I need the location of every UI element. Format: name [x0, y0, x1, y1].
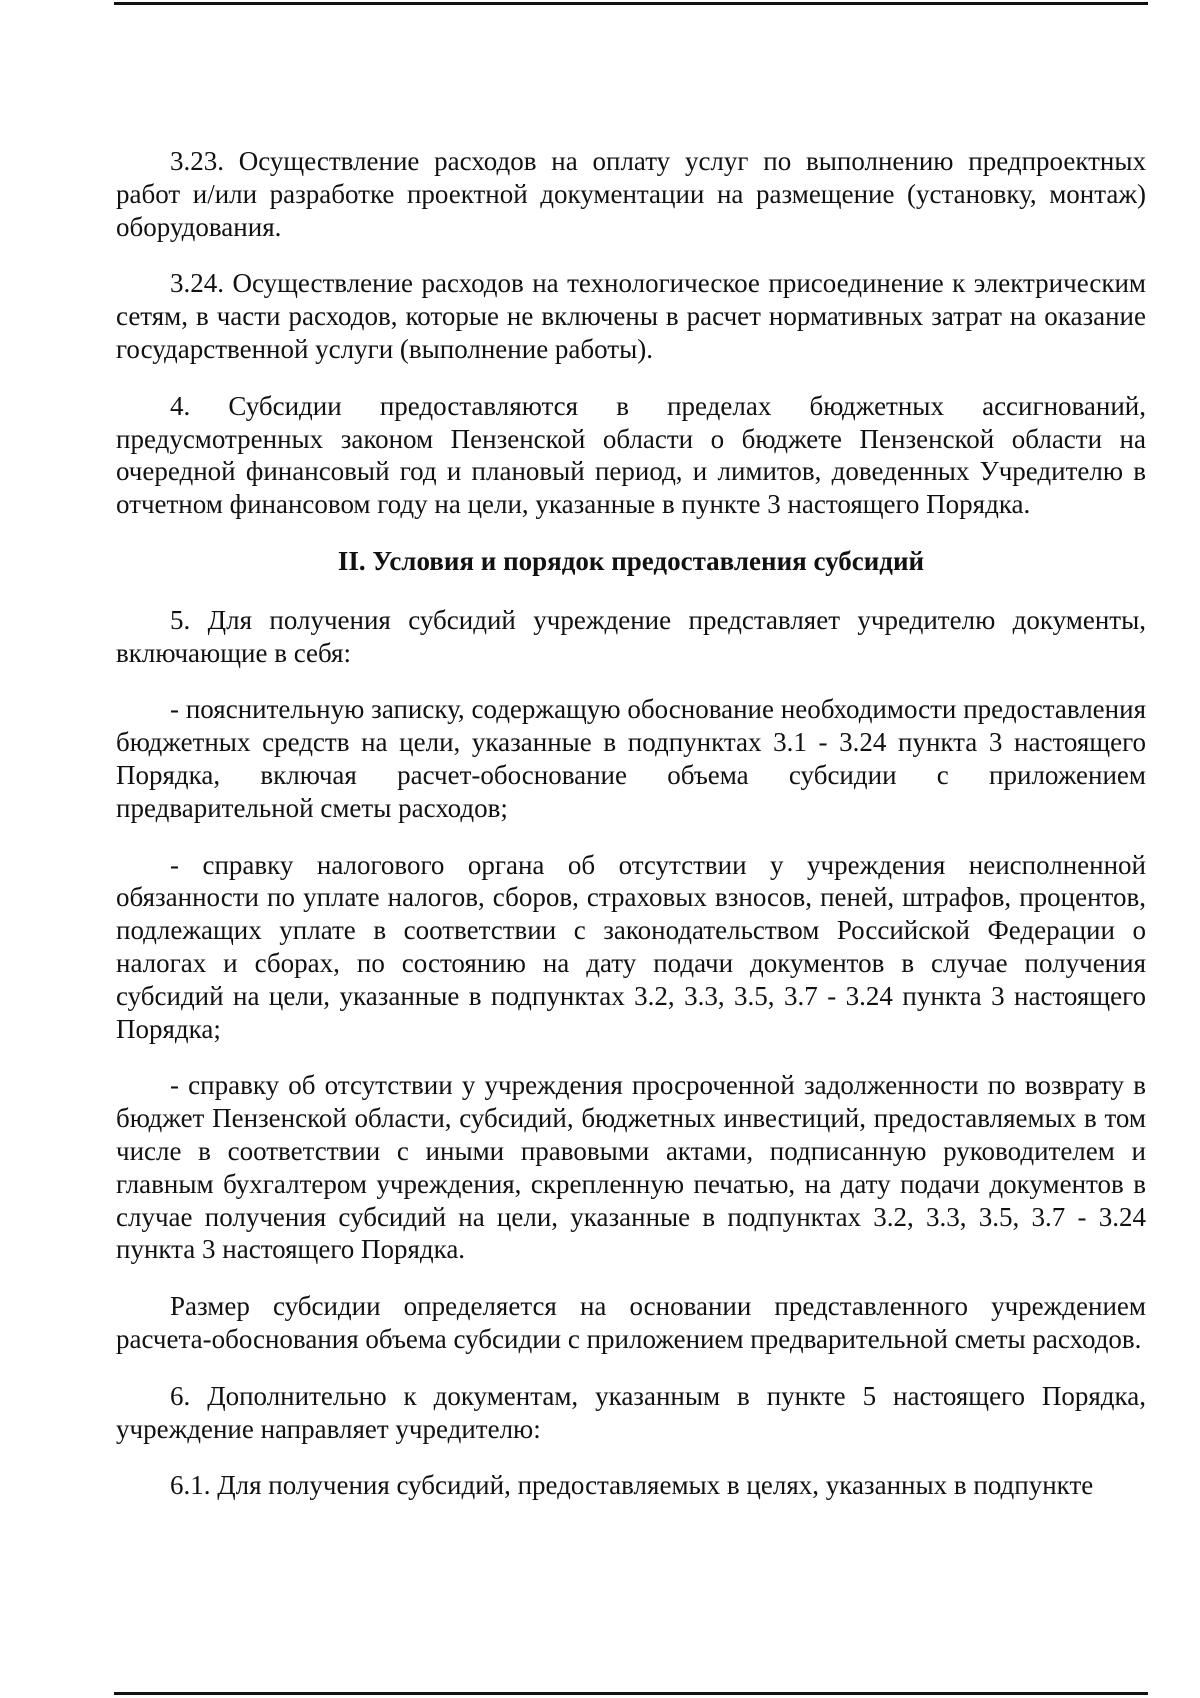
header-rule — [114, 2, 1148, 5]
section-heading: II. Условия и порядок предоставления субсидий — [337, 545, 925, 576]
list-item-debt-certificate: - справку об отсутствии у учреждения просроченной задолженности по возврату в бюджет Пензенской области, субсидий, бюджетных инвестиций, предоставляемых в том числе в соответствии с иными правовыми актами, подписанную руководителем и главным бухгалтером учреждения, скрепленную печатью, на дату подачи документов в случае получения субсидий на цели, указанные в подпунктах 3.2, 3.3, 3.5, 3.7 - 3.24 пункта 3 настоящего Порядка. — [116, 1070, 1146, 1265]
document-body — [116, 145, 1146, 1526]
footer-rule — [114, 1692, 1148, 1695]
paragraph-4: 4. Субсидии предоставляются в пределах бюджетных ассигнований, предусмотренных законом Пензенской области о бюджете Пензенской области на очередной финансовый год и плановый период, и лимитов, доведенных Учредителю в отчетном финансовом году на цели, указанные в пункте 3 настоящего Порядка. — [116, 390, 1146, 520]
list-item-explanatory-note: - пояснительную записку, содержащую обоснование необходимости предоставления бюджетных средств на цели, указанные в подпунктах 3.1 - 3.24 пункта 3 настоящего Порядка, включая расчет-обоснование объема субсидии с приложением предварительной сметы расходов; — [116, 694, 1146, 823]
paragraph-subsidy-size: Размер субсидии определяется на основании представленного учреждением расчета-обоснования объема субсидии с приложением предварительной сметы расходов. — [116, 1291, 1146, 1354]
paragraph-3-23: 3.23. Осуществление расходов на оплату услуг по выполнению предпроектных работ и/или разработке проектной документации на размещение (установку, монтаж) оборудования. — [116, 146, 1146, 242]
paragraph-5: 5. Для получения субсидий учреждение представляет учредителю документы, включающие в себя: — [116, 604, 1146, 668]
list-item-tax-certificate: - справку налогового органа об отсутствии у учреждения неисполненной обязанности по уплате налогов, сборов, страховых взносов, пеней, штрафов, процентов, подлежащих уплате в соответствии с законодательством Российской Федерации о налогах и сборах, по состоянию на дату подачи документов в случае получения субсидий на цели, указанные в подпунктах 3.2, 3.3, 3.5, 3.7 - 3.24 пункта 3 настоящего Порядка; — [116, 849, 1146, 1044]
paragraph-3-24: 3.24. Осуществление расходов на технологическое присоединение к электрическим сетям, в части расходов, которые не включены в расчет нормативных затрат на оказание государственной услуги (выполнение работы). — [116, 268, 1146, 364]
paragraph-6-1: 6.1. Для получения субсидий, предоставляемых в целях, указанных в подпункте — [170, 1470, 1094, 1501]
paragraph-6: 6. Дополнительно к документам, указанным в пункте 5 настоящего Порядка, учреждение направляет учредителю: — [116, 1380, 1146, 1444]
